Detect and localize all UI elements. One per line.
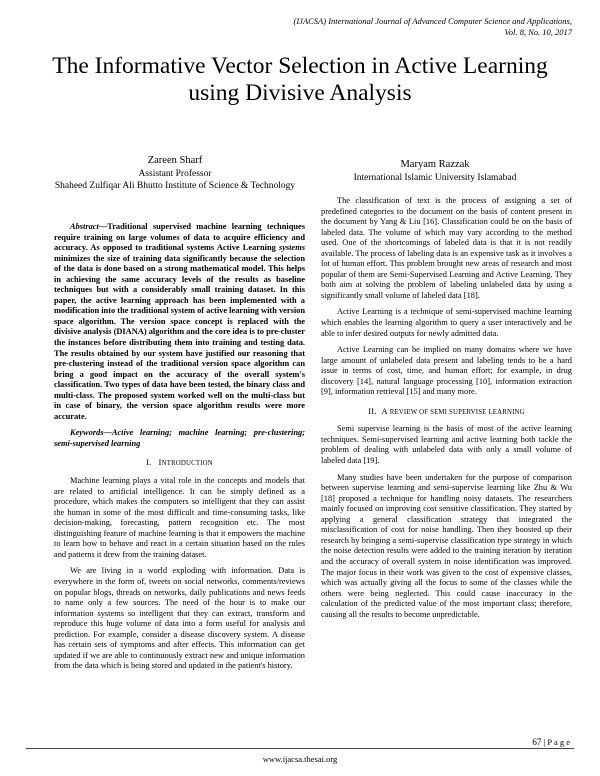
left-column xyxy=(54,222,305,678)
author-name: Zareen Sharf xyxy=(147,155,203,166)
author-role: Assistant Professor xyxy=(138,169,212,179)
abstract-text-italic: systems xyxy=(278,243,305,253)
author-block-2 xyxy=(300,158,570,184)
section-heading-introduction xyxy=(54,457,305,470)
page-number-value: 67 xyxy=(532,737,542,747)
intro-paragraph-2: We are living in a world exploding with information. Data is everywhere in the form of, tweets on social networks, comments/reviews on popular blogs, threads on networks, daily publications and news feeds to name only a few sources. The need of the hour is to make our information systems so intelligent that they can extract, transform and reproduce this huge volume of data into a form useful for analysis and prediction. For example, consider a disease discovery system. A disease has certain sets of symptoms and after effects. This information can get updated if we are able to continuously extract new and unique information from the data which is being stored and updated in the patient's history. xyxy=(54,566,305,671)
footer-divider xyxy=(26,748,574,749)
section-title-rest: NTRODUCTION xyxy=(161,460,213,468)
paper-title: The Informative Vector Selection in Active Learning using Divisive Analysis xyxy=(52,53,548,106)
section-number: I. xyxy=(146,457,152,468)
author-affiliation: International Islamic University Islamabad xyxy=(353,173,517,183)
journal-volume: Vol. 8, No. 10, 2017 xyxy=(504,27,572,37)
journal-name: (IJACSA) International Journal of Advanced Computer Science and Applications, xyxy=(293,16,572,26)
abstract xyxy=(54,222,305,422)
author-affiliation: Shaheed Zulfiqar Ali Bhutto Institute of Science & Technology xyxy=(54,181,296,191)
keywords: Keywords—Active learning; machine learning; pre-clustering; semi-supervised learning xyxy=(54,428,305,448)
abstract-text-2: minimizes the size of training data significantly because the selection of the data is done based on a strong mathematical model. This helps in achieving the same accuracy levels of the results as baseline techniques but with a considerably small training dataset. In this paper, the active learning approach has been implemented with a modification into the traditional system of active learning with version space algorithm. The version space concept is replaced with the divisive analysis (DIANA) algorithm and the core idea is to pre-cluster the instances before distributing them into training and testing data. The results obtained by our system have justified our reasoning that pre-clustering instead of the traditional version space algorithm can bring a good impact on the accuracy of the overall system's classification. Two types of data have been tested, the binary class and multi-class. The proposed system worked well on the multi-class but in case of binary, the version space algorithm results were more accurate. xyxy=(54,253,305,421)
intro-paragraph-1: Machine learning plays a vital role in the concepts and models that are related to artificial intelligence. It can be simply defined as a procedure, which makes the computers so intelligent that they can assist the human in some of the most difficult and time-consuming tasks, like decision-making, forecasting, pattern recognition etc. The most distinguishing feature of machine learning is that it empowers the machine to learn how to behave and react in a certain situation based on the rules and patterns it drew from the training dataset. xyxy=(54,476,305,559)
section-title-rest: REVIEW OF SEMI SUPERVISE LEARNING xyxy=(387,408,525,416)
journal-url[interactable]: www.ijacsa.thesai.org xyxy=(262,754,338,764)
right-paragraph-3: Active Learning can be implied on many domains where we have large amount of unlabeled data present and labeling tends to be a hard issue in terms of cost, time, and human effort; for example, in drug discovery [14], natural language processing [10], information extraction [9], information retrieval [15] and many more. xyxy=(321,345,572,397)
review-paragraph-1: Semi supervise learning is the basis of most of the active learning techniques. Semi-supervised learning and active learning both tackle the problem of dealing with unlabeled data with only a small volume of labeled data [19]. xyxy=(321,424,572,466)
page-number xyxy=(532,737,570,747)
right-paragraph-2: Active Learning is a technique of semi-supervised machine learning which enables the learning algorithm to query a user interactively and be able to infer desired outputs for newly admitted data. xyxy=(321,307,572,338)
author-block-1 xyxy=(40,154,310,192)
right-paragraph-1: The classification of text is the process of assigning a set of predefined categories to the document on the basis of content present in the document by Yang & Liu [16]. Classification could be on the basis of labeled data. The volume of which may vary according to the method used. One of the shortcomings of labeled data is that it is not readily available. The process of labeling data is an expensive task as it involves a lot of human effort. This problem brought new areas of research and most popular of them are Semi-Supervised Learning and Active Learning. They both aim at solving the problem of labeling unlabeled data by using a significantly small volume of labeled data [18]. xyxy=(321,196,572,300)
section-title-cap: I xyxy=(158,457,162,468)
section-title-cap: A xyxy=(381,405,388,416)
abstract-text-1: —Traditional supervised machine learning techniques require training on large volumes of data to acquire efficiency and accuracy. As opposed to traditional systems Active Learning xyxy=(54,222,305,253)
review-paragraph-2: Many studies have been undertaken for the purpose of comparison between supervise learning and semi-supervise learning like Zhu & Wu [18] proposed a technique for handling noisy datasets. The researchers mainly focused on improving cost sensitive classification. They started by applying a general classification strategy that integrated the misclassification of cost for noise handling. Then they boosted up their research by bringing a semi-supervise classification type strategy in which the noise detection results were added to the training iteration by iteration and the accuracy of overall system in noise identification was improved. The major focus in their work was given to the cost of expensive classes, which was actually giving all the focus to some of the classes while the others were being neglected. This could cause inaccuracy in the calculation of the predicted value of the most important class; therefore, causing all the results to become unpredictable. xyxy=(321,472,572,619)
section-number: II. xyxy=(368,405,377,416)
journal-header xyxy=(212,16,572,38)
right-column xyxy=(321,196,572,626)
author-name: Maryam Razzak xyxy=(400,159,470,170)
abstract-label: Abstract xyxy=(70,222,99,231)
page-number-label: | P a g e xyxy=(543,737,570,747)
section-heading-review xyxy=(321,406,572,419)
